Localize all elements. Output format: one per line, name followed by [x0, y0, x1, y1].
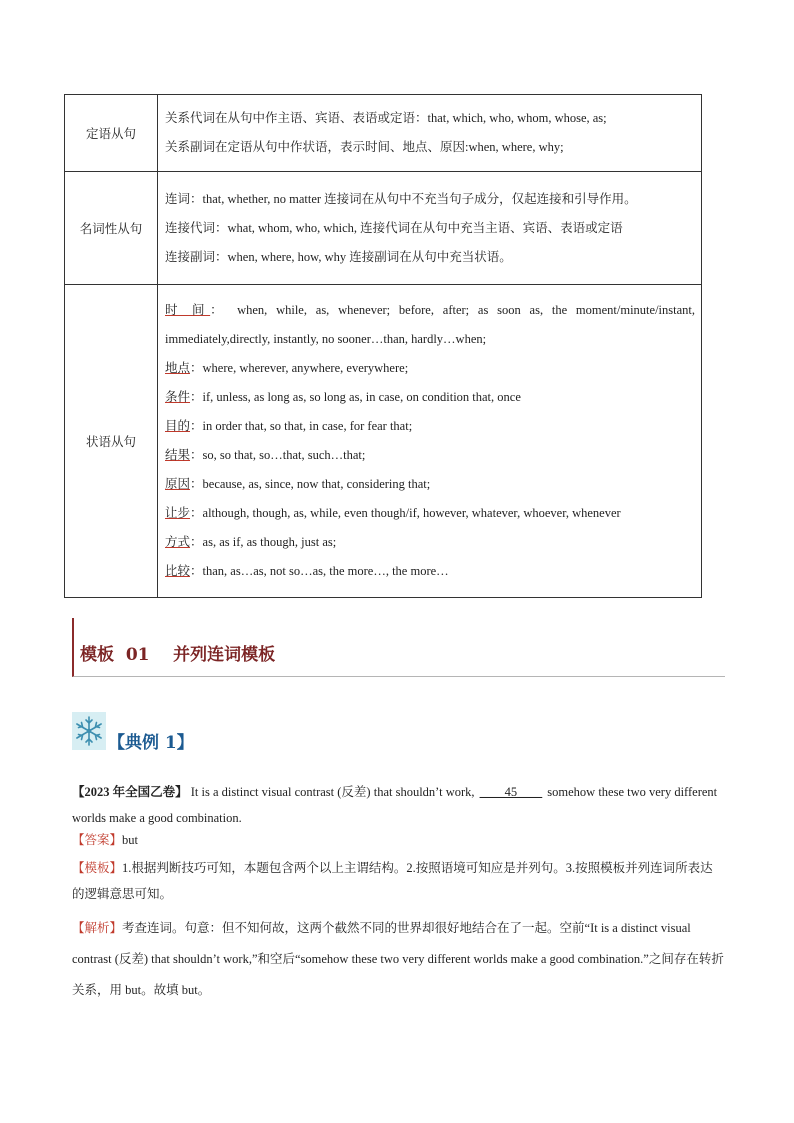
clause-desc [158, 172, 702, 285]
conj-list: although, though, as, while, even though/if, however, whatever, whoever, whenever [202, 506, 621, 520]
desc-line: 时 间： when, while, as, whenever; before, after; as soon as, the moment/minute/instant, [165, 303, 695, 317]
conj-list: because, as, since, now that, considering that; [202, 477, 431, 491]
example-answer [72, 830, 724, 850]
answer-tag: 【答案】 [72, 833, 123, 847]
table-row [65, 172, 702, 285]
conj-label: 让步 [165, 506, 191, 520]
desc-line: 地点：where, wherever, anywhere, everywhere; [165, 361, 409, 375]
conj-label: 比较 [165, 564, 191, 578]
analysis-tag: 【解析】 [72, 921, 123, 935]
table-row [65, 95, 702, 172]
clause-name: 名词性从句 [65, 172, 158, 285]
clause-name: 状语从句 [65, 285, 158, 598]
desc-line: 连接副词：when, where, how, why 连接副词在从句中充当状语。 [165, 249, 512, 264]
template-tag: 【模板】 [72, 861, 123, 875]
desc-line: 结果：so, so that, so…that, such…that; [165, 448, 366, 462]
desc-line: 让步：although, though, as, while, even though/if, however, whatever, whoever, whenever [165, 506, 621, 520]
example-title: 【典例 1】 [108, 733, 194, 753]
conj-list: immediately,directly, instantly, no sooner…than, hardly…when; [165, 332, 487, 346]
section-heading [72, 618, 725, 677]
conj-list: as, as if, as though, just as; [202, 535, 337, 549]
conj-list: in order that, so that, in case, for fear that; [202, 419, 413, 433]
example-template [72, 855, 724, 907]
conj-list: than, as…as, not so…as, the more…, the more… [202, 564, 449, 578]
clause-name: 定语从句 [65, 95, 158, 172]
conj-label: 地点 [165, 361, 191, 375]
desc-line: 条件：if, unless, as long as, so long as, in case, on condition that, once [165, 390, 521, 404]
answer-blank: ____45____ [479, 785, 543, 799]
conj-label: 目的 [165, 419, 191, 433]
conj-label: 方式 [165, 535, 191, 549]
desc-line: 关系副词在定语从句中作状语，表示时间、地点、原因:when, where, why; [165, 140, 564, 154]
template-text: 1.根据判断技巧可知，本题包含两个以上主谓结构。2.按照语境可知应是并列句。3.按照模板并列连词所表达的逻辑意思可知。 [72, 861, 713, 901]
conj-label: 结果 [165, 448, 191, 462]
clause-desc [158, 95, 702, 172]
snowflake-icon [72, 712, 106, 750]
clause-desc [158, 285, 702, 598]
section-title: 模板 01 并列连词模板 [80, 645, 276, 665]
conj-list: when, while, as, whenever; before, after; as soon as, the moment/minute/instant, [237, 303, 695, 317]
clause-table [64, 94, 702, 598]
desc-line: 目的：in order that, so that, in case, for fear that; [165, 419, 413, 433]
conj-label: 条件 [165, 390, 191, 404]
conj-list: where, wherever, anywhere, everywhere; [202, 361, 409, 375]
example-analysis [72, 913, 724, 1006]
question-source: 【2023 年全国乙卷】 [72, 785, 188, 799]
example-question: 【2023 年全国乙卷】 It is a distinct visual contrast (反差) that shouldn’t work, ____45____ somehow these two very different worlds make a good combination. [72, 785, 718, 825]
desc-line: 连接代词：what, whom, who, which, 连接代词在从句中充当主语、宾语、表语或定语 [165, 220, 623, 235]
desc-line: 原因：because, as, since, now that, considering that; [165, 477, 431, 491]
conj-list: if, unless, as long as, so long as, in case, on condition that, once [202, 390, 521, 404]
desc-line: 关系代词在从句中作主语、宾语、表语或定语：that, which, who, whom, whose, as; [165, 111, 607, 125]
desc-line: 方式：as, as if, as though, just as; [165, 535, 337, 549]
conj-list: so, so that, so…that, such…that; [202, 448, 366, 462]
desc-line: 连词：that, whether, no matter 连接词在从句中不充当句子成分，仅起连接和引导作用。 [165, 191, 637, 206]
conj-label: 原因 [165, 477, 191, 491]
table-row [65, 285, 702, 598]
desc-line [165, 325, 695, 354]
answer-text: but [122, 833, 138, 847]
conj-label: 时 间 [165, 303, 211, 317]
desc-line: 比较：than, as…as, not so…as, the more…, the more… [165, 564, 449, 578]
analysis-text: 考查连词。句意：但不知何故，这两个截然不同的世界却很好地结合在了一起。空前“It is a distinct visual contrast (反差) that shouldn’t work,”和空后“somehow these two very different worlds make a good combination.”之间存在转折关系，用 but。故填 but。 [72, 921, 724, 997]
